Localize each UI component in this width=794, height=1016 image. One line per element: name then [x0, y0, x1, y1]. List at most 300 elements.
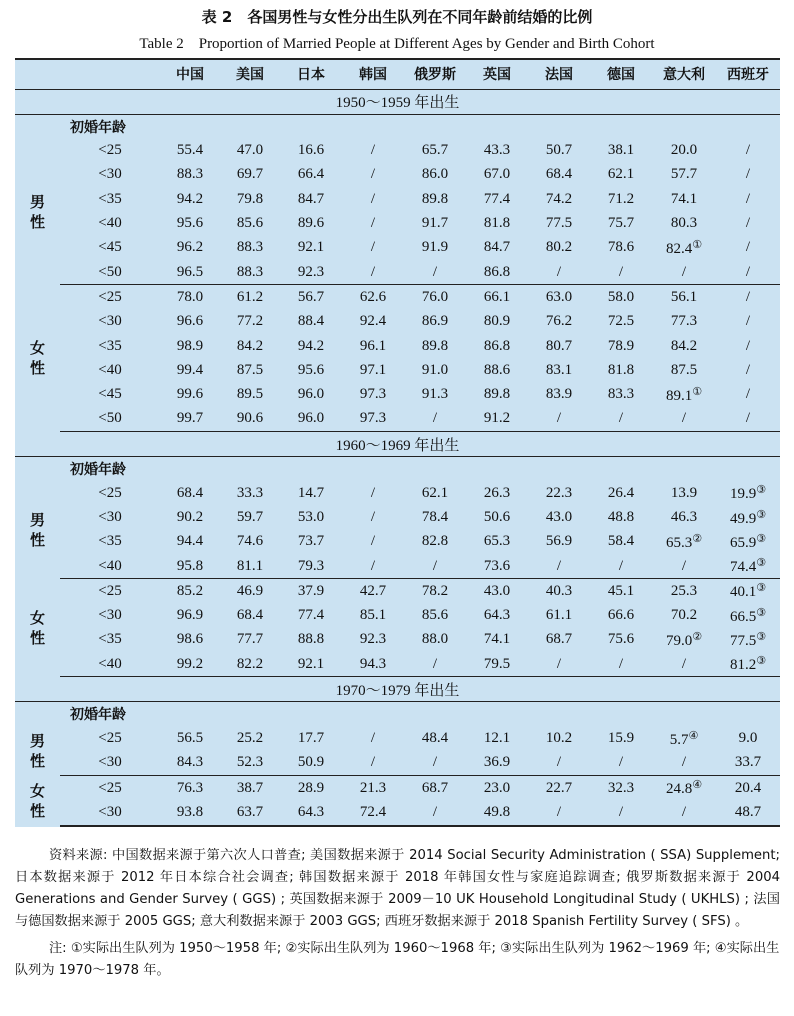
- value-cell: [220, 407, 280, 432]
- table-row: [15, 310, 780, 334]
- footnote-marker: ③: [756, 556, 767, 570]
- value-cell: [652, 211, 716, 235]
- table-row: [15, 554, 780, 579]
- value-cell: [160, 726, 220, 750]
- value-cell: [652, 358, 716, 382]
- value-text: 82.4: [665, 240, 693, 257]
- value-cell: [528, 800, 590, 825]
- age-cell: <25: [98, 142, 122, 159]
- footnote-marker: ①: [692, 237, 703, 251]
- value-text: 63.0: [545, 288, 573, 305]
- value-text: /: [370, 239, 376, 256]
- value-text: 84.2: [670, 337, 698, 354]
- cohort-label: [15, 677, 780, 702]
- value-cell: [280, 187, 342, 211]
- value-cell: [652, 236, 716, 260]
- value-cell: [528, 236, 590, 260]
- value-text: 88.6: [483, 361, 511, 378]
- value-cell: [466, 604, 528, 628]
- value-text: /: [745, 288, 751, 305]
- value-cell: [342, 163, 404, 187]
- value-text: /: [370, 533, 376, 550]
- value-cell: [280, 530, 342, 554]
- value-text: 64.3: [483, 607, 511, 624]
- value-cell: [528, 139, 590, 163]
- value-text: 77.5: [545, 215, 573, 232]
- value-cell: [404, 628, 466, 652]
- value-text: 50.7: [545, 142, 573, 159]
- value-text: 23.0: [483, 779, 511, 796]
- age-header-row: [15, 702, 780, 727]
- value-text: 72.5: [607, 313, 635, 330]
- value-cell: [528, 481, 590, 505]
- value-text: 73.6: [483, 557, 511, 574]
- value-cell: [342, 407, 404, 432]
- value-cell: [652, 187, 716, 211]
- table-row: [15, 726, 780, 750]
- value-text: 17.7: [297, 730, 325, 747]
- country-header: 德国: [590, 59, 652, 89]
- value-cell: [342, 726, 404, 750]
- value-text: 15.9: [607, 730, 635, 747]
- value-cell: [466, 505, 528, 529]
- value-text: 65.3: [665, 534, 693, 551]
- value-text: /: [556, 557, 562, 574]
- value-cell: [590, 776, 652, 801]
- value-text: 69.7: [236, 166, 264, 183]
- value-cell: [466, 726, 528, 750]
- table-title-cn: 表 2 各国男性与女性分出生队列在不同年龄前结婚的比例: [201, 8, 593, 26]
- value-cell: [220, 530, 280, 554]
- value-text: 48.4: [421, 730, 449, 747]
- value-cell: [590, 481, 652, 505]
- value-cell: [220, 163, 280, 187]
- value-text: 78.0: [176, 288, 204, 305]
- value-text: /: [745, 410, 751, 427]
- value-text: /: [370, 263, 376, 280]
- value-cell: [590, 726, 652, 750]
- value-cell: [716, 604, 780, 628]
- value-text: 56.9: [545, 533, 573, 550]
- value-text: 87.5: [236, 361, 264, 378]
- value-text: /: [556, 263, 562, 280]
- value-text: /: [370, 509, 376, 525]
- gender-text: 女性: [29, 608, 45, 647]
- value-text: 96.0: [297, 410, 325, 427]
- value-text: 42.7: [359, 582, 387, 599]
- value-cell: [160, 358, 220, 382]
- value-cell: [404, 554, 466, 579]
- value-cell: [466, 310, 528, 334]
- value-cell: [716, 407, 780, 432]
- table-row: [15, 139, 780, 163]
- value-cell: [652, 505, 716, 529]
- value-cell: [528, 382, 590, 406]
- value-text: 48.7: [734, 803, 762, 820]
- value-cell: [404, 505, 466, 529]
- value-text: /: [432, 263, 438, 280]
- value-cell: [342, 334, 404, 358]
- value-cell: [342, 481, 404, 505]
- value-cell: [280, 800, 342, 825]
- value-text: 87.5: [670, 361, 698, 378]
- value-cell: [220, 505, 280, 529]
- table-row: [15, 604, 780, 628]
- value-text: /: [432, 557, 438, 574]
- value-cell: [716, 310, 780, 334]
- value-text: 58.0: [607, 288, 635, 305]
- value-text: 83.9: [545, 386, 573, 403]
- value-cell: [590, 652, 652, 677]
- value-cell: [220, 726, 280, 750]
- value-cell: [652, 260, 716, 285]
- value-cell: [590, 382, 652, 406]
- value-text: 75.7: [607, 215, 635, 232]
- value-text: 22.3: [545, 484, 573, 501]
- value-cell: [404, 236, 466, 260]
- value-cell: [404, 530, 466, 554]
- table-row: [15, 358, 780, 382]
- value-text: 26.4: [607, 484, 635, 501]
- value-text: 63.7: [236, 803, 264, 820]
- value-text: /: [618, 803, 624, 820]
- value-text: 61.1: [545, 607, 573, 624]
- value-cell: [466, 139, 528, 163]
- value-cell: [220, 211, 280, 235]
- country-header: 法国: [528, 59, 590, 89]
- value-text: 56.1: [670, 288, 698, 305]
- value-text: 91.9: [421, 239, 449, 256]
- country-header: 英国: [466, 59, 528, 89]
- value-text: 92.3: [297, 263, 325, 280]
- value-text: /: [745, 361, 751, 378]
- value-cell: [342, 260, 404, 285]
- value-cell: [220, 334, 280, 358]
- value-text: 79.5: [483, 655, 511, 672]
- value-cell: [652, 751, 716, 776]
- table-title-en: Table 2 Proportion of Married People at Different Ages by Gender and Birth Cohort: [139, 36, 655, 52]
- value-text: 76.2: [545, 313, 573, 330]
- value-cell: [220, 285, 280, 310]
- value-text: 81.8: [607, 361, 635, 378]
- value-text: /: [618, 655, 624, 672]
- value-text: 89.6: [297, 215, 325, 232]
- value-cell: [652, 139, 716, 163]
- age-header-row: [15, 114, 780, 139]
- value-cell: [652, 407, 716, 432]
- value-text: 76.3: [176, 779, 204, 796]
- value-cell: [716, 554, 780, 579]
- footnote-marker: ③: [756, 629, 767, 643]
- value-cell: [220, 382, 280, 406]
- cohort-label: [15, 432, 780, 457]
- value-text: 21.3: [359, 779, 387, 796]
- value-text: /: [681, 803, 687, 820]
- footnote-marker: ②: [692, 531, 703, 545]
- value-cell: [590, 187, 652, 211]
- value-text: /: [745, 239, 751, 256]
- table-row: [15, 236, 780, 260]
- value-text: 81.2: [729, 657, 757, 674]
- value-text: 52.3: [236, 754, 264, 771]
- value-text: 53.0: [297, 509, 325, 525]
- country-header: 日本: [280, 59, 342, 89]
- value-cell: [280, 505, 342, 529]
- value-cell: [280, 236, 342, 260]
- value-text: /: [556, 754, 562, 771]
- value-cell: [280, 260, 342, 285]
- value-text: 95.6: [297, 361, 325, 378]
- age-header: 初婚年龄: [70, 462, 126, 479]
- value-text: 74.1: [670, 190, 698, 207]
- value-cell: [280, 579, 342, 604]
- value-text: 98.9: [176, 337, 204, 354]
- value-text: /: [370, 557, 376, 574]
- value-cell: [160, 652, 220, 677]
- value-cell: [404, 211, 466, 235]
- value-text: 14.7: [297, 484, 325, 501]
- value-cell: [528, 554, 590, 579]
- marriage-table: [15, 58, 780, 827]
- value-cell: [404, 285, 466, 310]
- gender-text: 女性: [29, 339, 45, 378]
- value-text: 38.1: [607, 142, 635, 159]
- age-header: 初婚年龄: [70, 119, 126, 136]
- value-text: 48.8: [607, 509, 635, 525]
- gender-label: [15, 579, 60, 677]
- value-text: 20.0: [670, 142, 698, 159]
- value-cell: [590, 530, 652, 554]
- value-cell: [342, 358, 404, 382]
- value-text: 97.3: [359, 410, 387, 427]
- value-cell: [280, 554, 342, 579]
- value-text: /: [681, 410, 687, 427]
- value-cell: [466, 285, 528, 310]
- value-cell: [160, 800, 220, 825]
- value-cell: [160, 285, 220, 310]
- value-cell: [466, 236, 528, 260]
- value-text: 96.9: [176, 607, 204, 624]
- value-cell: [652, 800, 716, 825]
- value-text: 90.2: [176, 509, 204, 525]
- value-cell: [590, 751, 652, 776]
- table-row: [15, 776, 780, 801]
- value-text: 77.4: [297, 607, 325, 624]
- value-text: 85.6: [236, 215, 264, 232]
- value-cell: [280, 481, 342, 505]
- value-text: 96.5: [176, 263, 204, 280]
- value-cell: [652, 604, 716, 628]
- value-text: 25.3: [670, 582, 698, 599]
- value-text: 50.6: [483, 509, 511, 525]
- gender-text: 男性: [29, 510, 45, 549]
- value-text: 89.8: [421, 190, 449, 207]
- gender-label: [15, 776, 60, 826]
- value-text: 78.4: [421, 509, 449, 525]
- value-text: 85.2: [176, 582, 204, 599]
- age-cell: <30: [98, 509, 122, 525]
- blank-cell: [15, 702, 60, 727]
- value-cell: [220, 652, 280, 677]
- footnote-marker: ②: [692, 629, 703, 643]
- value-cell: [716, 579, 780, 604]
- value-cell: [160, 604, 220, 628]
- table-row: [15, 628, 780, 652]
- value-text: 90.6: [236, 410, 264, 427]
- cohort-row: [15, 89, 780, 114]
- cohort-label: [15, 89, 780, 114]
- value-text: 92.1: [297, 655, 325, 672]
- value-text: 62.1: [421, 484, 449, 501]
- age-header: 初婚年龄: [70, 707, 126, 724]
- gender-label: [15, 481, 60, 579]
- value-text: 99.7: [176, 410, 204, 427]
- gender-text: 男性: [29, 192, 45, 231]
- value-cell: [160, 310, 220, 334]
- value-cell: [342, 800, 404, 825]
- value-cell: [590, 211, 652, 235]
- value-cell: [160, 554, 220, 579]
- age-cell: <25: [98, 779, 122, 796]
- value-text: 50.9: [297, 754, 325, 771]
- age-cell: <30: [98, 166, 122, 183]
- value-cell: [160, 628, 220, 652]
- age-cell: <35: [98, 190, 122, 207]
- value-cell: [342, 604, 404, 628]
- value-cell: [280, 382, 342, 406]
- value-cell: [716, 751, 780, 776]
- value-text: 94.2: [297, 337, 325, 354]
- value-cell: [220, 776, 280, 801]
- value-cell: [716, 652, 780, 677]
- value-cell: [528, 334, 590, 358]
- value-text: 65.9: [729, 534, 757, 551]
- cohort-label-text: 1970～1979 年出生: [335, 682, 460, 699]
- value-text: 73.7: [297, 533, 325, 550]
- table-row: [15, 382, 780, 406]
- value-cell: [716, 505, 780, 529]
- value-text: 57.7: [670, 166, 698, 183]
- value-cell: [280, 139, 342, 163]
- value-text: 96.2: [176, 239, 204, 256]
- age-cell: <40: [98, 215, 122, 232]
- value-cell: [342, 285, 404, 310]
- blank-cell: [15, 457, 60, 482]
- value-cell: [528, 187, 590, 211]
- value-text: /: [745, 142, 751, 159]
- footnote-marker: ④: [688, 728, 699, 742]
- value-cell: [528, 628, 590, 652]
- value-cell: [220, 800, 280, 825]
- age-cell: <25: [98, 730, 122, 747]
- table-row: [15, 800, 780, 825]
- value-text: 84.3: [176, 754, 204, 771]
- value-cell: [466, 187, 528, 211]
- value-cell: [652, 382, 716, 406]
- value-cell: [652, 776, 716, 801]
- value-text: /: [618, 557, 624, 574]
- cohort-row: [15, 677, 780, 702]
- value-text: /: [556, 803, 562, 820]
- value-text: 81.1: [236, 557, 264, 574]
- table-row: [15, 334, 780, 358]
- value-text: 62.6: [359, 288, 387, 305]
- value-text: /: [745, 215, 751, 232]
- value-cell: [466, 554, 528, 579]
- value-cell: [466, 211, 528, 235]
- value-text: 96.1: [359, 337, 387, 354]
- value-cell: [220, 554, 280, 579]
- value-cell: [342, 579, 404, 604]
- value-cell: [280, 407, 342, 432]
- value-cell: [220, 358, 280, 382]
- value-cell: [528, 726, 590, 750]
- value-text: 82.8: [421, 533, 449, 550]
- value-text: 66.4: [297, 166, 325, 183]
- value-text: 43.3: [483, 142, 511, 159]
- table-row: [15, 187, 780, 211]
- value-cell: [404, 139, 466, 163]
- value-cell: [280, 652, 342, 677]
- age-cell: <40: [60, 652, 160, 677]
- value-text: 77.3: [670, 313, 698, 330]
- value-cell: [160, 236, 220, 260]
- value-cell: [160, 776, 220, 801]
- value-text: /: [370, 190, 376, 207]
- value-cell: [590, 260, 652, 285]
- value-cell: [220, 187, 280, 211]
- value-text: /: [556, 655, 562, 672]
- value-text: /: [432, 803, 438, 820]
- gender-label: [15, 139, 60, 285]
- value-cell: [342, 310, 404, 334]
- value-cell: [280, 776, 342, 801]
- table-row: [15, 751, 780, 776]
- value-cell: [466, 628, 528, 652]
- footnote-marker: ①: [692, 384, 703, 398]
- value-text: 88.8: [297, 631, 325, 648]
- value-cell: [280, 726, 342, 750]
- footnote: 注: ①实际出生队列为 1950～1958 年; ②实际出生队列为 1960～1968 年; ③实际出生队列为 1962～1969 年; ④实际出生队列为 1970～1978 年。: [15, 941, 780, 978]
- value-cell: [160, 579, 220, 604]
- value-cell: [404, 751, 466, 776]
- value-text: 72.4: [359, 803, 387, 820]
- value-text: 65.3: [483, 533, 511, 550]
- value-text: 94.2: [176, 190, 204, 207]
- footnote-marker: ③: [756, 605, 767, 619]
- value-cell: [220, 310, 280, 334]
- value-cell: [716, 260, 780, 285]
- value-text: 66.1: [483, 288, 511, 305]
- value-cell: [342, 530, 404, 554]
- value-cell: [716, 285, 780, 310]
- value-cell: [160, 407, 220, 432]
- value-text: /: [556, 410, 562, 427]
- value-cell: [466, 382, 528, 406]
- value-cell: [280, 310, 342, 334]
- value-cell: [160, 211, 220, 235]
- value-text: /: [745, 190, 751, 207]
- value-text: 89.5: [236, 386, 264, 403]
- table-row: [15, 481, 780, 505]
- value-text: 96.6: [176, 313, 204, 330]
- gender-text: 男性: [29, 731, 45, 770]
- value-text: 68.4: [545, 166, 573, 183]
- value-cell: [342, 505, 404, 529]
- value-text: 74.1: [483, 631, 511, 648]
- value-text: /: [370, 215, 376, 232]
- value-cell: [220, 236, 280, 260]
